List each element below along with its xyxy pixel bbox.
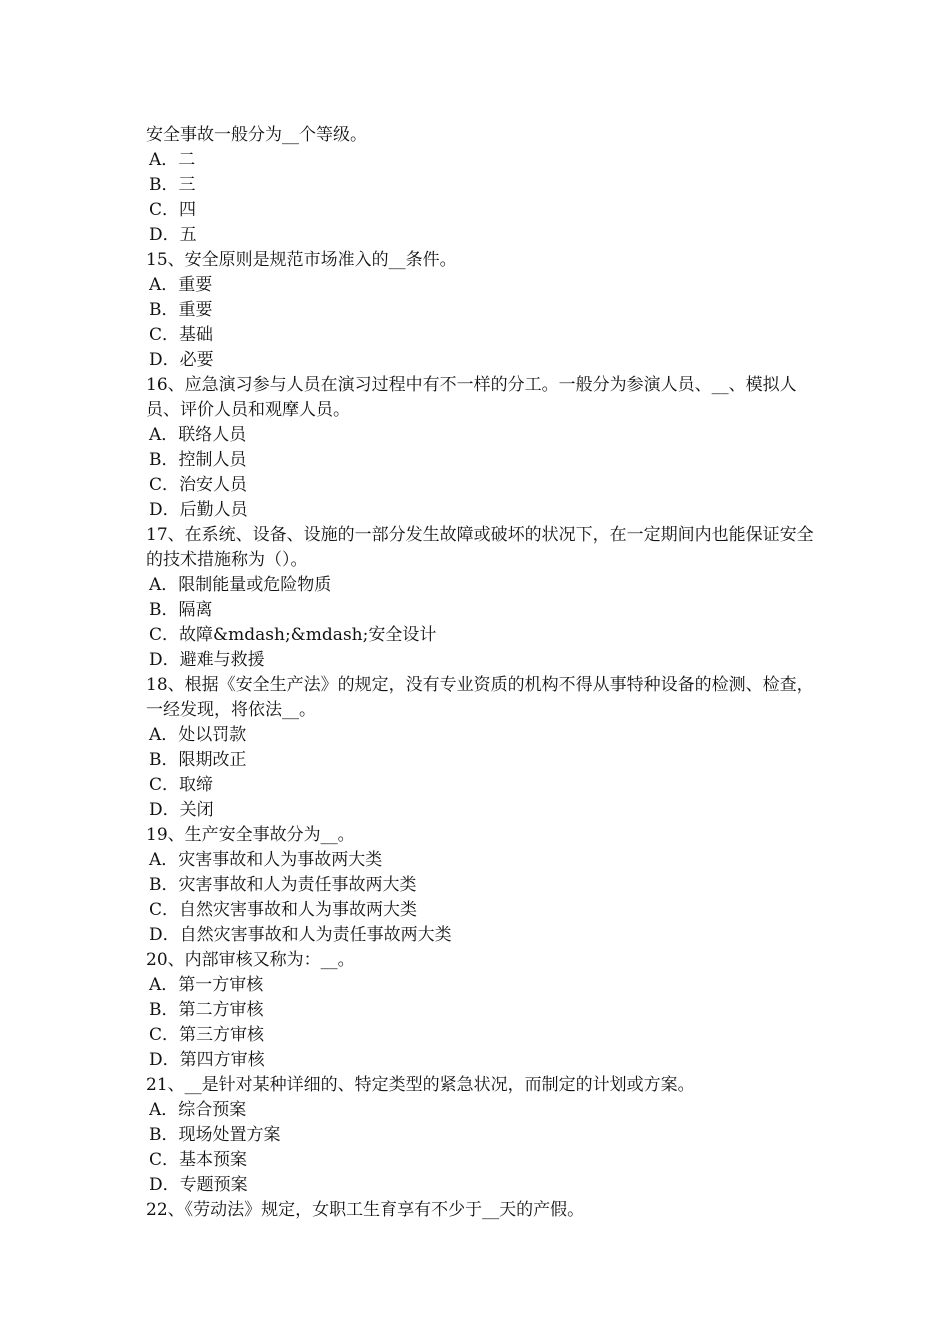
option-d: D．后勤人员 bbox=[149, 500, 248, 520]
option-c: C．四 bbox=[149, 200, 197, 220]
option-b: B．隔离 bbox=[149, 600, 213, 620]
option-d: D．关闭 bbox=[149, 800, 214, 820]
option-b: B．重要 bbox=[149, 300, 213, 320]
option-a: A．综合预案 bbox=[149, 1100, 247, 1120]
option-d: D．五 bbox=[149, 225, 197, 245]
option-d: D．必要 bbox=[149, 350, 214, 370]
option-a: A．二 bbox=[149, 150, 196, 170]
option-b: B．灾害事故和人为责任事故两大类 bbox=[149, 875, 417, 895]
option-d: D．避难与救援 bbox=[149, 650, 265, 670]
question-text: 21、__是针对某种详细的、特定类型的紧急状况，而制定的计划或方案。 bbox=[146, 1075, 695, 1095]
option-b: B．现场处置方案 bbox=[149, 1125, 281, 1145]
question-text: 18、根据《安全生产法》的规定，没有专业资质的机构不得从事特种设备的检测、检查，一经发现，将依法__。 bbox=[146, 675, 814, 720]
option-a: A．处以罚款 bbox=[149, 725, 247, 745]
question-text: 15、安全原则是规范市场准入的__条件。 bbox=[146, 250, 457, 270]
option-a: A．限制能量或危险物质 bbox=[149, 575, 332, 595]
option-a: A．重要 bbox=[149, 275, 213, 295]
option-b: B．三 bbox=[149, 175, 196, 195]
option-d: D．第四方审核 bbox=[149, 1050, 265, 1070]
question-text: 20、内部审核又称为：__。 bbox=[146, 950, 355, 970]
option-c: C．第三方审核 bbox=[149, 1025, 265, 1045]
option-b: B．第二方审核 bbox=[149, 1000, 264, 1020]
option-c: C．基本预案 bbox=[149, 1150, 248, 1170]
option-a: A．灾害事故和人为事故两大类 bbox=[149, 850, 383, 870]
option-d: D．专题预案 bbox=[149, 1175, 248, 1195]
question-text: 19、生产安全事故分为__。 bbox=[146, 825, 355, 845]
option-c: C．取缔 bbox=[149, 775, 214, 795]
option-c: C．自然灾害事故和人为事故两大类 bbox=[149, 900, 418, 920]
question-text: 安全事故一般分为__个等级。 bbox=[146, 125, 367, 145]
option-b: B．限期改正 bbox=[149, 750, 247, 770]
question-text: 22、《劳动法》规定，女职工生育享有不少于__天的产假。 bbox=[146, 1200, 585, 1220]
option-c: C．基础 bbox=[149, 325, 214, 345]
question-text: 17、在系统、设备、设施的一部分发生故障或破坏的状况下，在一定期间内也能保证安全的技术措施称为（）。 bbox=[146, 525, 814, 570]
option-a: A．联络人员 bbox=[149, 425, 247, 445]
option-c: C．治安人员 bbox=[149, 475, 248, 495]
option-a: A．第一方审核 bbox=[149, 975, 264, 995]
question-text: 16、应急演习参与人员在演习过程中有不一样的分工。一般分为参演人员、__、模拟人员、评价人员和观摩人员。 bbox=[146, 375, 797, 420]
option-c: C．故障&mdash;&mdash;安全设计 bbox=[149, 625, 437, 645]
document-page bbox=[146, 123, 826, 1223]
option-b: B．控制人员 bbox=[149, 450, 247, 470]
option-d: D．自然灾害事故和人为责任事故两大类 bbox=[149, 925, 452, 945]
